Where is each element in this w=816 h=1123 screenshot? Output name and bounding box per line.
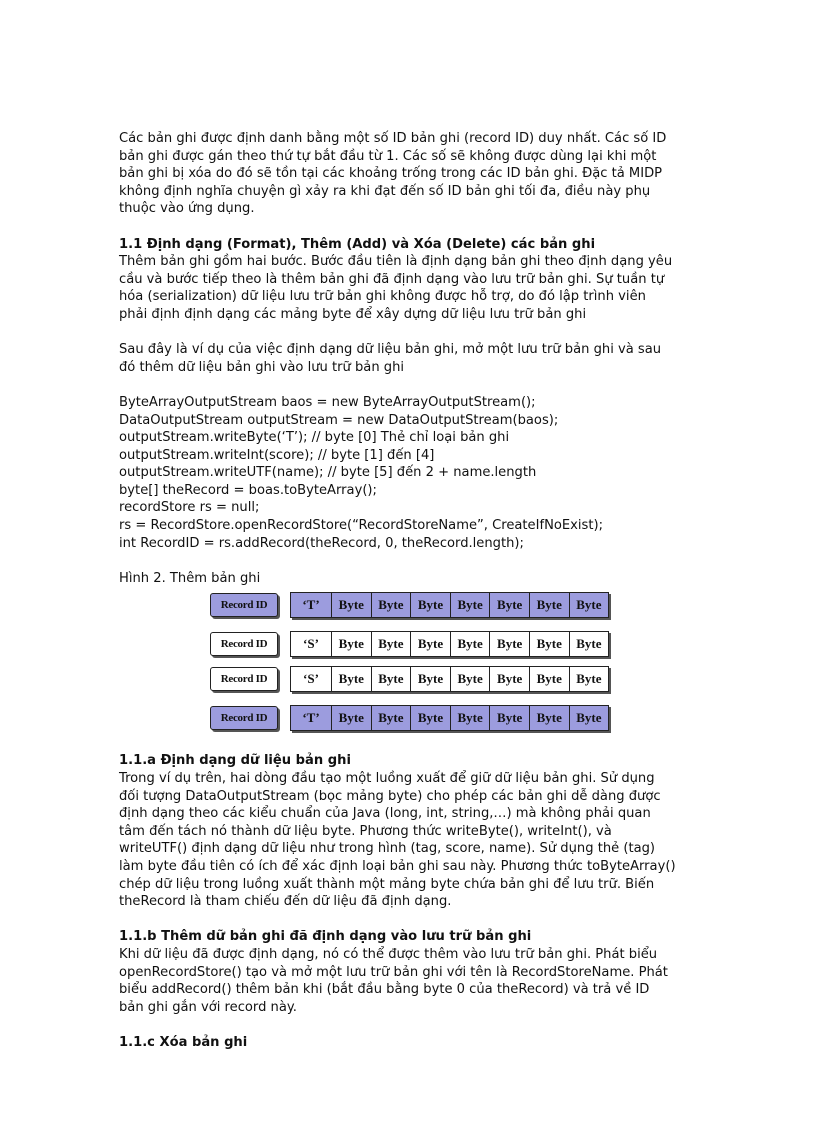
text-line: đối tượng DataOutputStream (bọc mảng byte) cho phép các bản ghi dễ dàng được xyxy=(119,788,661,804)
text-line: Thêm bản ghi gồm hai bước. Bước đầu tiên là định dạng bản ghi theo định dạng yêu xyxy=(119,254,673,270)
byte-cell: Byte xyxy=(411,667,451,691)
byte-cell: Byte xyxy=(530,667,570,691)
text-line: Các bản ghi được định danh bằng một số ID bản ghi (record ID) duy nhất. Các số ID xyxy=(119,131,667,146)
text-line: chép dữ liệu trong luồng xuất thành một mảng byte chứa bản ghi để lưu trữ. Biến xyxy=(119,876,655,892)
section-heading-1-1-c: 1.1.c Xóa bản ghi xyxy=(119,1034,248,1050)
section-heading-1-1-a: 1.1.a Định dạng dữ liệu bản ghi xyxy=(119,753,351,769)
byte-cell: Byte xyxy=(570,706,609,730)
byte-cell: Byte xyxy=(490,632,530,656)
byte-cell: Byte xyxy=(490,593,530,617)
text-line: hóa (serialization) dữ liệu lưu trữ bản ghi không được hỗ trợ, do đó lập trình viên xyxy=(119,289,646,305)
code-line: int RecordID = rs.addRecord(theRecord, 0, theRecord.length); xyxy=(119,535,524,551)
text-line: thuộc vào ứng dụng. xyxy=(119,201,255,217)
byte-cell: Byte xyxy=(332,667,372,691)
code-line: ByteArrayOutputStream baos = new ByteArrayOutputStream(); xyxy=(119,394,536,410)
text-line: bản ghi được gán theo thứ tự bắt đầu từ 1. Các số sẽ không được dùng lại khi một xyxy=(119,148,657,164)
byte-cell: Byte xyxy=(451,593,491,617)
byte-cell: Byte xyxy=(530,593,570,617)
byte-cell: Byte xyxy=(332,706,372,730)
record-bytes xyxy=(290,631,609,657)
record-id-box: Record ID xyxy=(210,632,278,656)
record-id-box: Record ID xyxy=(210,706,278,730)
text-line: Khi dữ liệu đã được định dạng, nó có thể được thêm vào lưu trữ bản ghi. Phát biểu xyxy=(119,946,658,962)
section-1-1-b-paragraph xyxy=(119,946,704,1016)
record-bytes xyxy=(290,592,609,618)
byte-cell: Byte xyxy=(372,593,412,617)
record-bytes xyxy=(290,705,609,731)
code-line: outputStream.writeByte(‘T’); // byte [0] Thẻ chỉ loại bản ghi xyxy=(119,430,510,446)
record-row xyxy=(210,631,609,657)
tag-cell: ‘T’ xyxy=(291,706,332,730)
byte-cell: Byte xyxy=(411,632,451,656)
byte-cell: Byte xyxy=(570,632,609,656)
code-line: outputStream.writeUTF(name); // byte [5] đến 2 + name.length xyxy=(119,465,537,481)
byte-cell: Byte xyxy=(530,706,570,730)
text-line: định dạng theo các kiểu chuẩn của Java (long, int, string,…) mà không phải quan xyxy=(119,806,651,822)
text-line: phải định định dạng các mảng byte để xây dựng dữ liệu lưu trữ bản ghi xyxy=(119,306,587,322)
text-line: đó thêm dữ liệu bản ghi vào lưu trữ bản ghi xyxy=(119,359,405,375)
record-row xyxy=(210,592,609,618)
text-line: openRecordStore() tạo và mở một lưu trữ bản ghi với tên là RecordStoreName. Phát xyxy=(119,964,668,980)
code-line: rs = RecordStore.openRecordStore(“RecordStoreName”, CreateIfNoExist); xyxy=(119,518,604,534)
byte-cell: Byte xyxy=(372,706,412,730)
text-line: bản ghi gắn với record này. xyxy=(119,999,297,1015)
text-line: bản ghi bị xóa do đó sẽ tồn tại các khoảng trống trong các ID bản ghi. Đặc tả MIDP xyxy=(119,166,663,182)
text-line: theRecord là tham chiếu đến dữ liệu đã định dạng. xyxy=(119,894,452,910)
text-line: không định nghĩa chuyện gì xảy ra khi đạt đến số ID bản ghi tối đa, điều này phụ xyxy=(119,183,651,199)
byte-cell: Byte xyxy=(490,667,530,691)
byte-cell: Byte xyxy=(372,632,412,656)
intro-paragraph xyxy=(119,130,704,218)
byte-cell: Byte xyxy=(451,667,491,691)
text-line: biểu addRecord() thêm bản khi (bắt đầu bằng byte 0 của theRecord) và trả về ID xyxy=(119,982,650,998)
byte-cell: Byte xyxy=(451,706,491,730)
byte-cell: Byte xyxy=(411,593,451,617)
text-line: writeUTF() định dạng dữ liệu như trong hình (tag, score, name). Sử dụng thẻ (tag) xyxy=(119,841,656,857)
section-1-1-paragraph-1 xyxy=(119,253,704,323)
tag-cell: ‘S’ xyxy=(291,632,332,656)
tag-cell: ‘T’ xyxy=(291,593,332,617)
figure-caption: Hình 2. Thêm bản ghi xyxy=(119,570,261,586)
byte-cell: Byte xyxy=(490,706,530,730)
text-line: tâm đến tách nó thành dữ liệu byte. Phương thức writeByte(), writeInt(), và xyxy=(119,823,612,839)
byte-cell: Byte xyxy=(570,593,609,617)
record-row xyxy=(210,705,609,731)
code-block xyxy=(119,394,704,552)
section-1-1-a-paragraph xyxy=(119,770,704,911)
record-format-figure xyxy=(210,590,610,748)
record-bytes xyxy=(290,666,609,692)
tag-cell: ‘S’ xyxy=(291,667,332,691)
text-line: cầu và bước tiếp theo là thêm bản ghi đã định dạng vào lưu trữ bản ghi. Sự tuần tự xyxy=(119,271,665,287)
section-heading-1-1-b: 1.1.b Thêm dữ bản ghi đã định dạng vào lưu trữ bản ghi xyxy=(119,929,532,945)
byte-cell: Byte xyxy=(372,667,412,691)
section-heading-1-1: 1.1 Định dạng (Format), Thêm (Add) và Xóa (Delete) các bản ghi xyxy=(119,236,596,252)
byte-cell: Byte xyxy=(332,593,372,617)
byte-cell: Byte xyxy=(411,706,451,730)
record-row xyxy=(210,666,609,692)
byte-cell: Byte xyxy=(570,667,609,691)
document-page xyxy=(119,130,704,1052)
section-1-1-paragraph-2 xyxy=(119,341,704,376)
code-line: recordStore rs = null; xyxy=(119,500,260,516)
text-line: Trong ví dụ trên, hai dòng đầu tạo một luồng xuất để giữ dữ liệu bản ghi. Sử dụng xyxy=(119,771,655,787)
code-line: DataOutputStream outputStream = new DataOutputStream(baos); xyxy=(119,412,559,428)
record-id-box: Record ID xyxy=(210,667,278,691)
byte-cell: Byte xyxy=(332,632,372,656)
byte-cell: Byte xyxy=(451,632,491,656)
text-line: Sau đây là ví dụ của việc định dạng dữ liệu bản ghi, mở một lưu trữ bản ghi và sau xyxy=(119,342,662,358)
byte-cell: Byte xyxy=(530,632,570,656)
code-line: outputStream.writeInt(score); // byte [1] đến [4] xyxy=(119,447,435,463)
text-line: làm byte đầu tiên có ích để xác định loại bản ghi sau này. Phương thức toByteArray() xyxy=(119,859,676,874)
code-line: byte[] theRecord = boas.toByteArray(); xyxy=(119,482,377,498)
record-id-box: Record ID xyxy=(210,593,278,617)
